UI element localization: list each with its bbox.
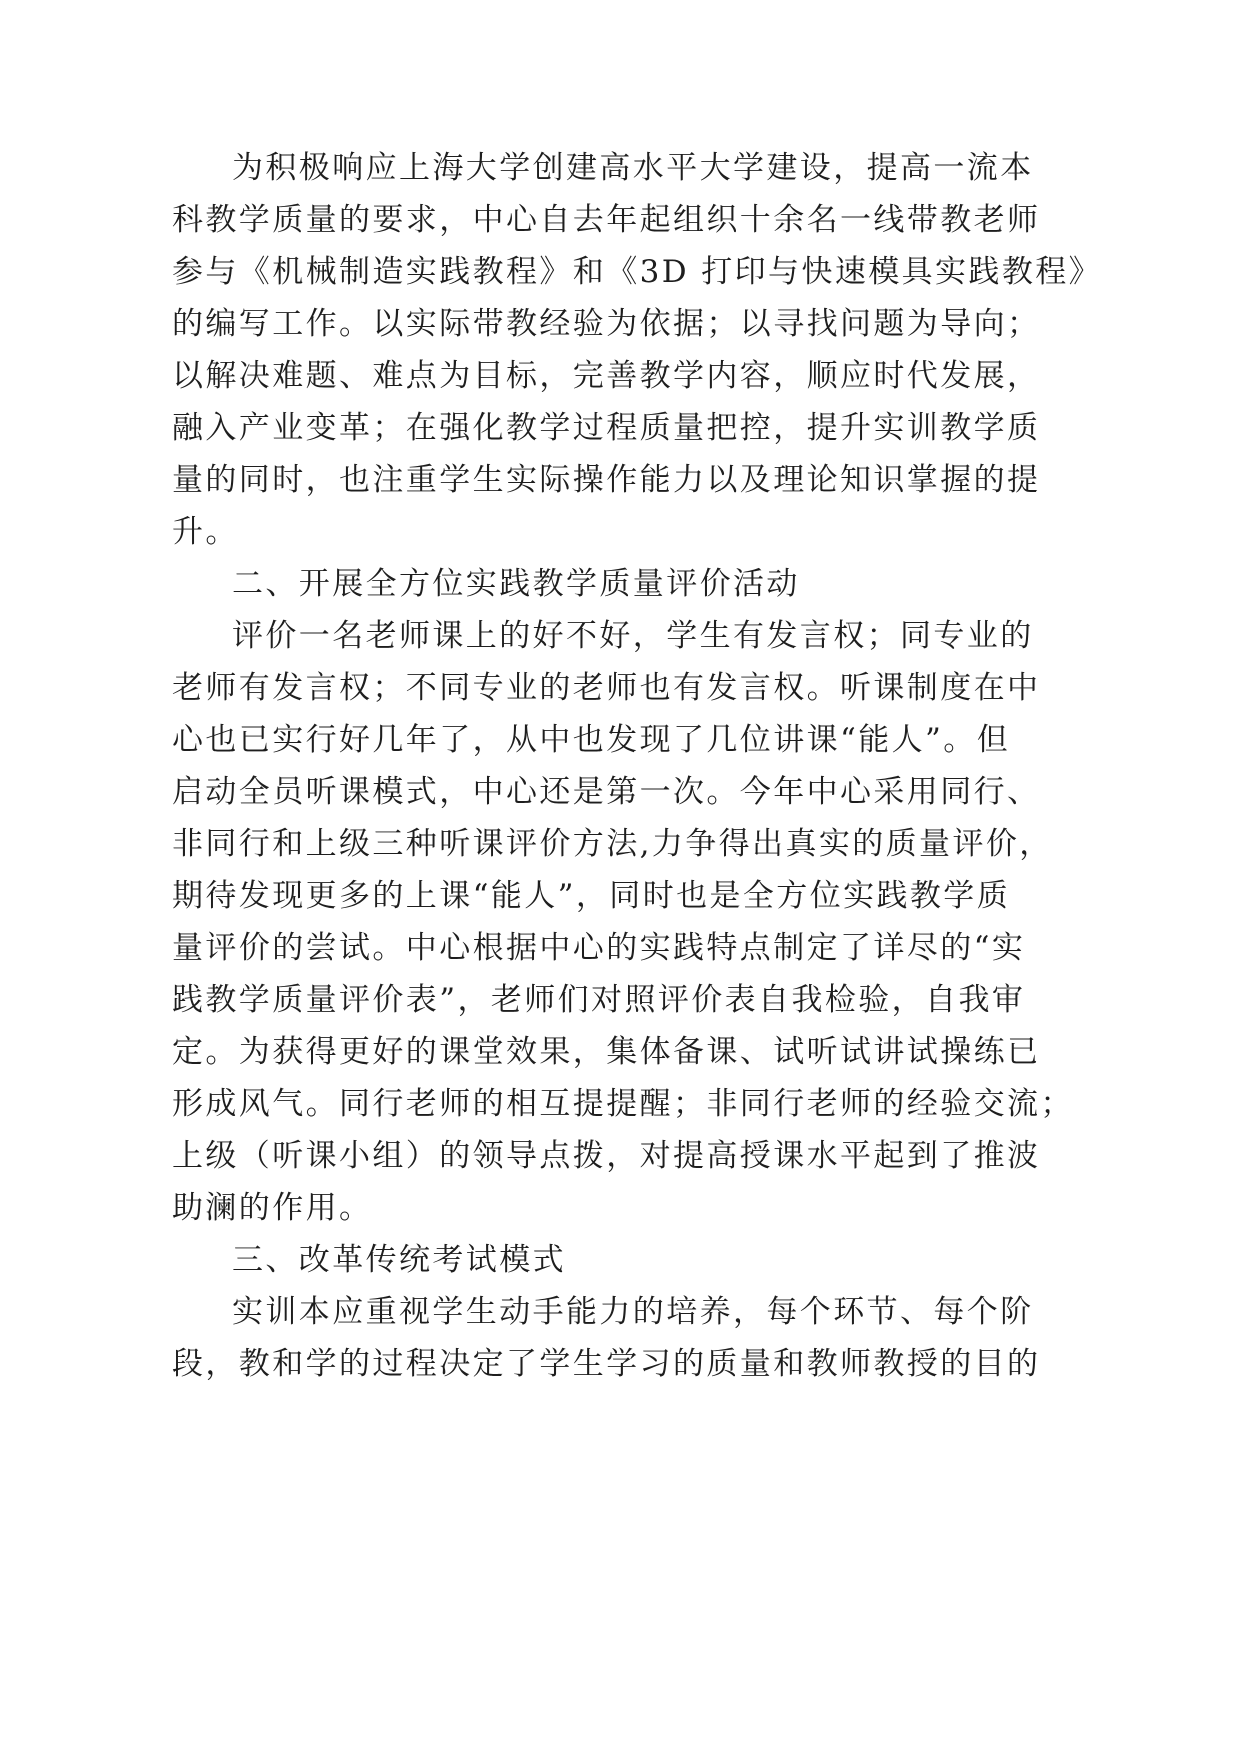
paragraph-1-line-7: 量的同时，也注重学生实际操作能力以及理论知识掌握的提 bbox=[172, 462, 1041, 498]
paragraph-2-line-4: 启动全员听课模式，中心还是第一次。今年中心采用同行、 bbox=[172, 774, 1041, 810]
paragraph-2-line-7: 量评价的尝试。中心根据中心的实践特点制定了详尽的“实 bbox=[172, 930, 1026, 966]
paragraph-3-line-1: 实训本应重视学生动手能力的培养，每个环节、每个阶 bbox=[232, 1294, 1034, 1330]
paragraph-2-line-6: 期待发现更多的上课“能人”，同时也是全方位实践教学质 bbox=[172, 878, 1011, 914]
paragraph-2-line-2: 老师有发言权；不同专业的老师也有发言权。听课制度在中 bbox=[172, 670, 1041, 706]
paragraph-2-line-9: 定。为获得更好的课堂效果，集体备课、试听试讲试操练已 bbox=[172, 1034, 1041, 1070]
paragraph-1-line-8: 升。 bbox=[172, 514, 239, 550]
paragraph-2-line-5: 非同行和上级三种听课评价方法,力争得出真实的质量评价， bbox=[172, 826, 1053, 862]
paragraph-2-line-12: 助澜的作用。 bbox=[172, 1190, 373, 1226]
paragraph-1-line-3: 参与《机械制造实践教程》和《3D 打印与快速模具实践教程》 bbox=[172, 254, 1103, 290]
paragraph-1-line-2: 科教学质量的要求，中心自去年起组织十余名一线带教老师 bbox=[172, 202, 1041, 238]
paragraph-1-line-1: 为积极响应上海大学创建高水平大学建设，提高一流本 bbox=[232, 150, 1034, 186]
paragraph-1-line-5: 以解决难题、难点为目标，完善教学内容，顺应时代发展， bbox=[172, 358, 1041, 394]
paragraph-2-line-11: 上级（听课小组）的领导点拨，对提高授课水平起到了推波 bbox=[172, 1138, 1041, 1174]
paragraph-1-line-6: 融入产业变革；在强化教学过程质量把控，提升实训教学质 bbox=[172, 410, 1041, 446]
paragraph-2-line-10: 形成风气。同行老师的相互提提醒；非同行老师的经验交流； bbox=[172, 1086, 1074, 1122]
paragraph-3-line-2: 段，教和学的过程决定了学生学习的质量和教师教授的目的 bbox=[172, 1346, 1041, 1382]
paragraph-2-line-3: 心也已实行好几年了，从中也发现了几位讲课“能人”。但 bbox=[172, 722, 1011, 758]
section-heading-3: 三、改革传统考试模式 bbox=[232, 1242, 566, 1278]
paragraph-2-line-1: 评价一名老师课上的好不好，学生有发言权；同专业的 bbox=[232, 618, 1034, 654]
section-heading-2: 二、开展全方位实践教学质量评价活动 bbox=[232, 566, 800, 602]
paragraph-2-line-8: 践教学质量评价表”，老师们对照评价表自我检验，自我审 bbox=[172, 982, 1026, 1018]
paragraph-1-line-4: 的编写工作。以实际带教经验为依据；以寻找问题为导向； bbox=[172, 306, 1041, 342]
